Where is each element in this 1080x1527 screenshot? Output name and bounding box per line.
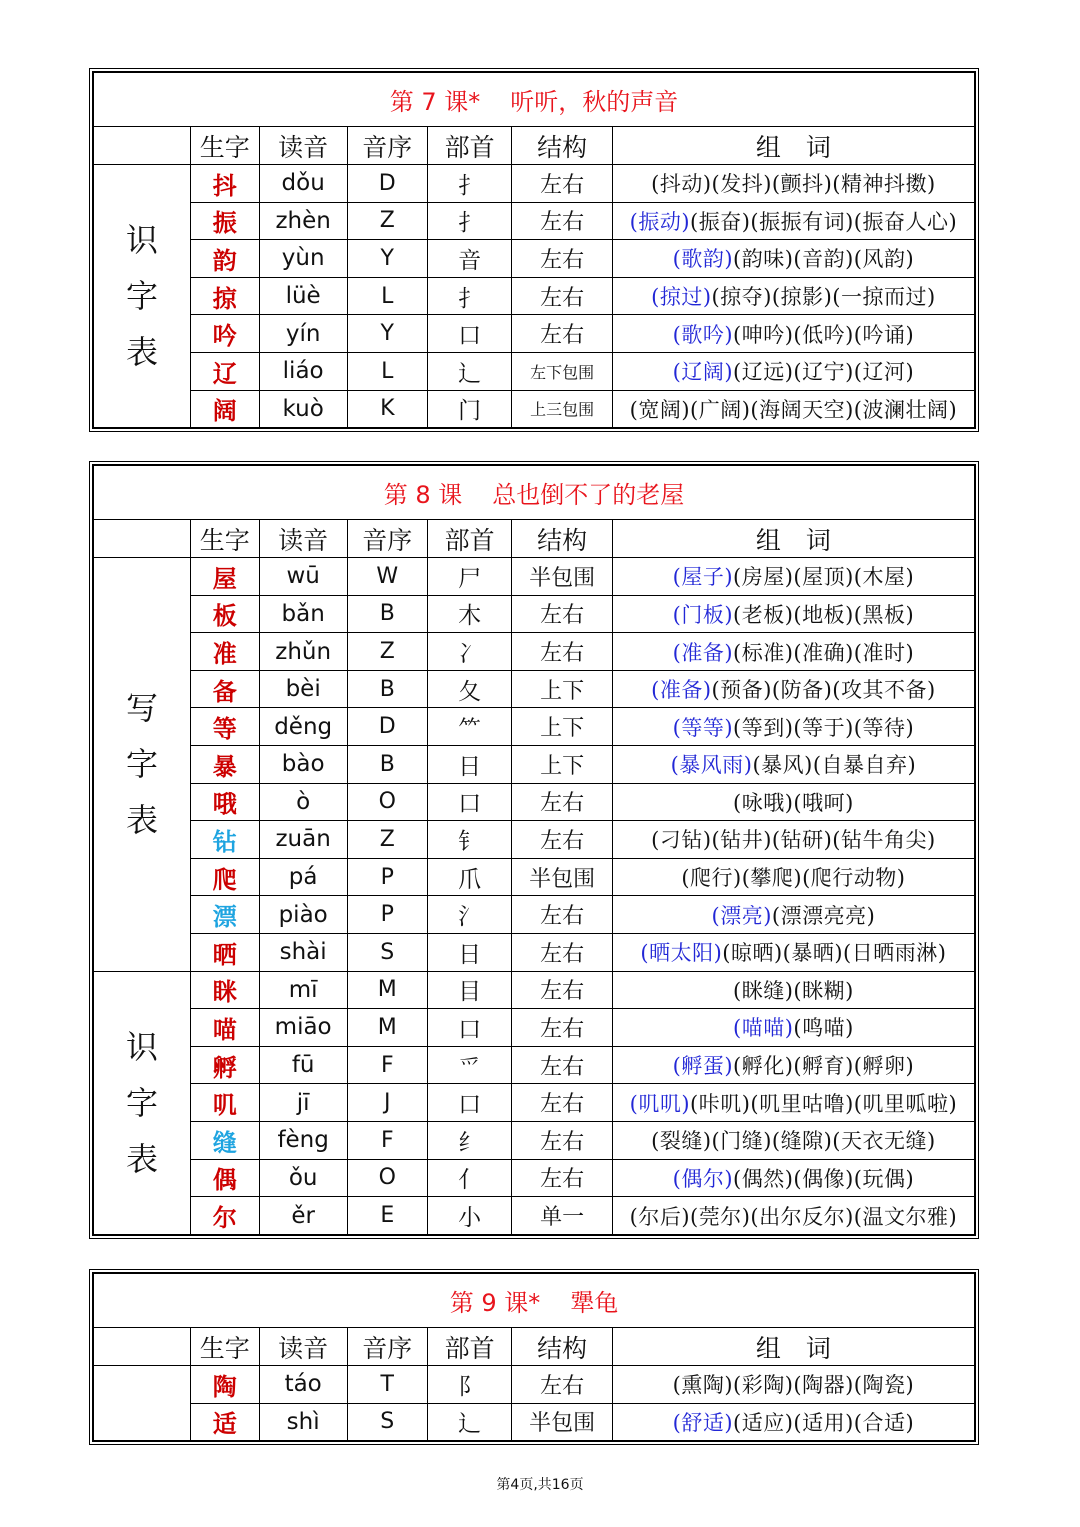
structure: 左右 [512,240,612,278]
table-row [94,933,975,971]
word-groups [612,352,974,390]
structure: 左右 [512,971,612,1009]
structure: 左右 [512,315,612,353]
lesson-title [94,73,975,127]
lesson-number: 第 9 课* [449,1289,541,1317]
highlight-word: (歌韵) [672,247,734,272]
other-words: (咔叽)(叽里咕噜)(叽里呱啦) [690,1091,958,1116]
structure: 左右 [512,1159,612,1197]
phonetic-order: O [347,1159,427,1197]
word-groups [612,277,974,315]
phonetic-order: F [347,1121,427,1159]
pinyin: kuò [259,390,347,428]
highlight-word: (歌吟) [672,322,734,347]
page-footer: 第4页,共16页 [496,1477,584,1493]
phonetic-order: P [347,858,427,896]
radical: 小 [427,1197,512,1235]
group-label [94,1366,191,1441]
structure: 半包围 [512,858,612,896]
structure: 上三包围 [512,390,612,428]
column-header: 读音 [259,520,347,558]
structure: 左右 [512,595,612,633]
word-groups [612,1009,974,1047]
phonetic-order: O [347,783,427,821]
pinyin: pá [259,858,347,896]
phonetic-order: S [347,1403,427,1441]
word-groups [612,1159,974,1197]
phonetic-order: Z [347,202,427,240]
phonetic-order: W [347,558,427,596]
phonetic-order: D [347,165,427,203]
vocab-table [93,1273,975,1441]
character: 暴 [190,745,259,783]
character: 叽 [190,1084,259,1122]
word-groups [612,1046,974,1084]
pinyin: shài [259,933,347,971]
other-words: (适应)(适用)(合适) [733,1410,915,1435]
column-header: 部首 [427,520,512,558]
highlight-word: (孵蛋) [672,1054,734,1079]
phonetic-order: Y [347,240,427,278]
other-words: (鸣喵) [793,1016,854,1041]
structure: 左右 [512,1366,612,1404]
structure: 上下 [512,670,612,708]
radical: 扌 [427,165,512,203]
column-header: 部首 [427,1328,512,1366]
column-header: 生字 [190,1328,259,1366]
pinyin: lüè [259,277,347,315]
word-groups [612,821,974,859]
phonetic-order: S [347,933,427,971]
column-header: 结构 [512,520,612,558]
other-words: (暴风)(自暴自弃) [752,753,917,778]
table-row [94,390,975,428]
table-row [94,670,975,708]
radical: 扌 [427,277,512,315]
lesson-7-table [89,68,979,432]
word-groups [612,858,974,896]
structure: 左右 [512,933,612,971]
highlight-word: (漂亮) [711,903,772,928]
other-words: (标准)(准确)(准时) [733,640,915,665]
column-header: 音序 [347,1328,427,1366]
character: 漂 [190,896,259,934]
radical: 爫 [427,1046,512,1084]
word-groups [612,165,974,203]
radical: 扌 [427,202,512,240]
word-groups [612,595,974,633]
header-blank [94,520,191,558]
character: 阔 [190,390,259,428]
word-groups [612,745,974,783]
character: 眯 [190,971,259,1009]
pinyin: yùn [259,240,347,278]
table-row [94,783,975,821]
phonetic-order: E [347,1197,427,1235]
radical: 纟 [427,1121,512,1159]
phonetic-order: Y [347,315,427,353]
highlight-word: (辽阔) [672,360,734,385]
table-row [94,1009,975,1047]
pinyin: piào [259,896,347,934]
character: 爬 [190,858,259,896]
structure: 左右 [512,633,612,671]
pinyin: ěr [259,1197,347,1235]
table-row [94,633,975,671]
character: 晒 [190,933,259,971]
character: 孵 [190,1046,259,1084]
pinyin: táo [259,1366,347,1404]
pinyin: bèi [259,670,347,708]
radical: 口 [427,783,512,821]
structure: 左右 [512,202,612,240]
phonetic-order: B [347,745,427,783]
radical: 门 [427,390,512,428]
phonetic-order: L [347,277,427,315]
table-row [94,858,975,896]
character: 抖 [190,165,259,203]
word-groups [612,390,974,428]
phonetic-order: M [347,971,427,1009]
radical: 日 [427,745,512,783]
structure: 单一 [512,1197,612,1235]
radical: 夂 [427,670,512,708]
table-row [94,1366,975,1404]
character: 振 [190,202,259,240]
pinyin: děng [259,708,347,746]
structure: 左右 [512,783,612,821]
lesson-name: 听听，秋的声音 [510,88,679,116]
pinyin: zhèn [259,202,347,240]
table-row [94,1159,975,1197]
character: 吟 [190,315,259,353]
other-words: (房屋)(屋顶)(木屋) [733,565,915,590]
structure: 半包围 [512,558,612,596]
table-row [94,1403,975,1441]
lesson-name: 总也倒不了的老屋 [492,481,685,509]
pinyin: zhǔn [259,633,347,671]
character: 屋 [190,558,259,596]
character: 缝 [190,1121,259,1159]
table-row [94,165,975,203]
structure: 左右 [512,1121,612,1159]
other-words: (等到)(等于)(等待) [733,715,915,740]
table-row [94,708,975,746]
column-header: 结构 [512,127,612,165]
other-words: (刁钻)(钻井)(钻研)(钻牛角尖) [651,828,936,853]
structure: 左右 [512,165,612,203]
word-groups [612,633,974,671]
other-words: (眯缝)(眯糊) [733,978,854,1003]
radical: 日 [427,933,512,971]
highlight-word: (喵喵) [733,1016,794,1041]
vocab-table [93,72,975,428]
word-groups [612,1403,974,1441]
structure: 左右 [512,1084,612,1122]
phonetic-order: K [347,390,427,428]
character: 辽 [190,352,259,390]
lesson-number: 第 7 课* [389,88,481,116]
character: 尔 [190,1197,259,1235]
character: 陶 [190,1366,259,1404]
group-label: 识 字 表 [94,165,191,428]
other-words: (咏哦)(哦呵) [733,790,854,815]
highlight-word: (等等) [672,715,734,740]
word-groups [612,783,974,821]
other-words: (辽远)(辽宁)(辽河) [733,360,915,385]
radical: 钅 [427,821,512,859]
pinyin: mī [259,971,347,1009]
word-groups [612,670,974,708]
radical: 目 [427,971,512,1009]
word-groups [612,240,974,278]
character: 准 [190,633,259,671]
pinyin: bào [259,745,347,783]
structure: 左右 [512,1046,612,1084]
structure: 左右 [512,821,612,859]
structure: 左右 [512,896,612,934]
radical: ⺮ [427,708,512,746]
highlight-word: (晒太阳) [640,941,723,966]
word-groups [612,971,974,1009]
radical: 木 [427,595,512,633]
other-words: (漂漂亮亮) [771,903,876,928]
table-row [94,1084,975,1122]
pinyin: fū [259,1046,347,1084]
structure: 左右 [512,277,612,315]
word-groups [612,1366,974,1404]
pinyin: zuān [259,821,347,859]
other-words: (预备)(防备)(攻其不备) [711,678,936,703]
highlight-word: (舒适) [672,1410,734,1435]
word-groups [612,202,974,240]
table-row [94,821,975,859]
lesson-name: 犟龟 [570,1289,619,1317]
table-row [94,1121,975,1159]
other-words: (尔后)(莞尔)(出尔反尔)(温文尔雅) [629,1204,958,1229]
phonetic-order: M [347,1009,427,1047]
highlight-word: (掠过) [651,285,712,310]
highlight-word: (暴风雨) [670,753,753,778]
header-blank [94,1328,191,1366]
other-words: (韵味)(音韵)(风韵) [733,247,915,272]
phonetic-order: L [347,352,427,390]
radical: 阝 [427,1366,512,1404]
group-label: 写 字 表 [94,558,191,972]
lesson-title [94,466,975,520]
column-header: 组 词 [612,1328,974,1366]
pinyin: ò [259,783,347,821]
pinyin: bǎn [259,595,347,633]
character: 等 [190,708,259,746]
column-header: 生字 [190,520,259,558]
lesson-title [94,1274,975,1328]
pinyin: dǒu [259,165,347,203]
radical: 口 [427,315,512,353]
phonetic-order: F [347,1046,427,1084]
word-groups [612,315,974,353]
radical: 尸 [427,558,512,596]
other-words: (裂缝)(门缝)(缝隙)(天衣无缝) [651,1129,936,1154]
highlight-word: (准备) [651,678,712,703]
highlight-word: (偶尔) [672,1166,734,1191]
phonetic-order: Z [347,633,427,671]
structure: 上下 [512,708,612,746]
radical: 亻 [427,1159,512,1197]
column-header: 音序 [347,127,427,165]
vocab-table [93,465,975,1235]
structure: 上下 [512,745,612,783]
radical: 辶 [427,1403,512,1441]
table-row [94,1046,975,1084]
other-words: (振奋)(振振有词)(振奋人心) [690,209,958,234]
character: 备 [190,670,259,708]
character: 哦 [190,783,259,821]
character: 偶 [190,1159,259,1197]
structure: 半包围 [512,1403,612,1441]
column-header: 读音 [259,1328,347,1366]
pinyin: wū [259,558,347,596]
word-groups [612,1197,974,1235]
other-words: (呻吟)(低吟)(吟诵) [733,322,915,347]
pinyin: jī [259,1084,347,1122]
other-words: (偶然)(偶像)(玩偶) [733,1166,915,1191]
word-groups [612,558,974,596]
other-words: (老板)(地板)(黑板) [733,602,915,627]
radical: 口 [427,1009,512,1047]
word-groups [612,896,974,934]
pinyin: shì [259,1403,347,1441]
pinyin: yín [259,315,347,353]
radical: 冫 [427,633,512,671]
pinyin: liáo [259,352,347,390]
phonetic-order: B [347,595,427,633]
column-header: 读音 [259,127,347,165]
table-row [94,277,975,315]
word-groups [612,1121,974,1159]
column-header: 音序 [347,520,427,558]
other-words: (爬行)(攀爬)(爬行动物) [681,866,906,891]
radical: 音 [427,240,512,278]
other-words: (晾晒)(暴晒)(日晒雨淋) [722,941,947,966]
word-groups [612,933,974,971]
table-row [94,240,975,278]
word-groups [612,708,974,746]
table-row [94,595,975,633]
character: 钻 [190,821,259,859]
phonetic-order: D [347,708,427,746]
word-groups [612,1084,974,1122]
highlight-word: (准备) [672,640,734,665]
table-row [94,896,975,934]
structure: 左下包围 [512,352,612,390]
character: 韵 [190,240,259,278]
table-row [94,971,975,1009]
pinyin: fèng [259,1121,347,1159]
other-words: (抖动)(发抖)(颤抖)(精神抖擞) [651,172,936,197]
other-words: (宽阔)(广阔)(海阔天空)(波澜壮阔) [629,397,958,422]
radical: 氵 [427,896,512,934]
radical: 口 [427,1084,512,1122]
table-row [94,352,975,390]
column-header: 结构 [512,1328,612,1366]
column-header: 部首 [427,127,512,165]
group-label: 识 字 表 [94,971,191,1234]
phonetic-order: T [347,1366,427,1404]
highlight-word: (门板) [672,602,734,627]
table-row [94,202,975,240]
table-row [94,558,975,596]
column-header: 组 词 [612,520,974,558]
phonetic-order: B [347,670,427,708]
other-words: (掠夺)(掠影)(一掠而过) [711,285,936,310]
radical: 爪 [427,858,512,896]
header-blank [94,127,191,165]
highlight-word: (振动) [629,209,691,234]
structure: 左右 [512,1009,612,1047]
character: 适 [190,1403,259,1441]
character: 板 [190,595,259,633]
phonetic-order: J [347,1084,427,1122]
radical: 辶 [427,352,512,390]
other-words: (孵化)(孵育)(孵卵) [733,1054,915,1079]
table-row [94,315,975,353]
column-header: 组 词 [612,127,974,165]
lesson-8-table [89,461,979,1239]
table-row [94,1197,975,1235]
character: 喵 [190,1009,259,1047]
pinyin: miāo [259,1009,347,1047]
highlight-word: (屋子) [672,565,734,590]
phonetic-order: P [347,896,427,934]
character: 掠 [190,277,259,315]
phonetic-order: Z [347,821,427,859]
highlight-word: (叽叽) [629,1091,691,1116]
column-header: 生字 [190,127,259,165]
lesson-9-table [89,1269,979,1445]
table-row [94,745,975,783]
lesson-number: 第 8 课 [383,481,463,509]
other-words: (熏陶)(彩陶)(陶器)(陶瓷) [672,1373,915,1398]
pinyin: ǒu [259,1159,347,1197]
